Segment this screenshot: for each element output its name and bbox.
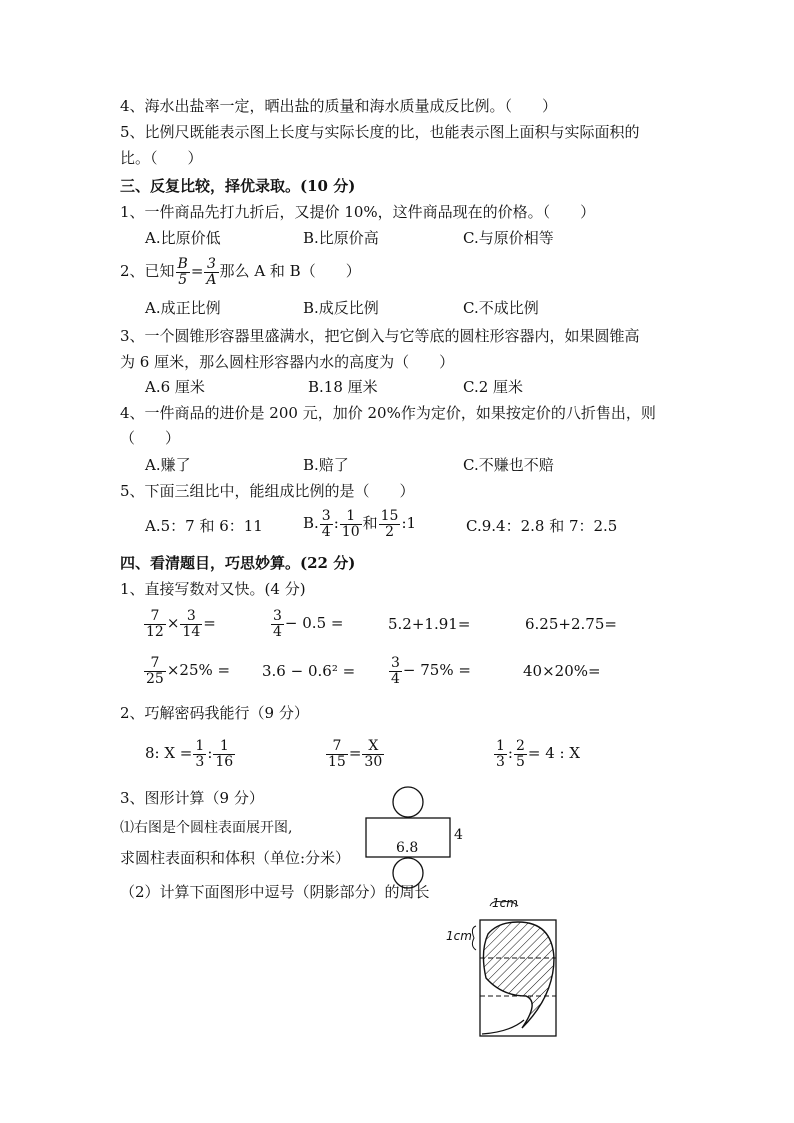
q3-option-b: B.18 厘米: [308, 378, 378, 396]
left-brace: [472, 926, 476, 950]
subsection-2-title: 2、巧解密码我能行（9 分）: [120, 704, 309, 722]
calc-expression-2: $\frac{3}{4}$ − 0.5 =: [273, 607, 344, 640]
section-3-heading: 三、反复比较，择优录取。(10 分): [120, 177, 356, 195]
q2-prefix: 2、已知: [120, 262, 175, 280]
judge-question-5-line2: 比。（ ）: [120, 149, 203, 167]
q3-option-a: A.6 厘米: [145, 378, 205, 396]
q2-option-c: C.不成比例: [463, 299, 539, 317]
calc-expression-1: $\frac{7}{12}$ × $\frac{3}{14}$ =: [146, 607, 216, 640]
calc-expression-3: 5.2+1.91=: [388, 615, 471, 633]
q1-option-a: A.比原价低: [145, 229, 221, 247]
proportion-3: $\frac{1}{3}$ : $\frac{2}{5}$ = 4 : X: [496, 737, 581, 770]
q2-suffix: 那么 A 和 B（ ）: [219, 262, 361, 280]
q4-option-c: C.不赚也不赔: [463, 456, 554, 474]
q5-option-b: B. $\frac{3}{4}$ : $\frac{1}{10}$ 和 $\frac{15}{2}$ :1: [303, 507, 417, 540]
rect-height-label: 4: [454, 827, 463, 843]
comma-figure: [440, 892, 570, 1042]
q1-option-c: C.与原价相等: [463, 229, 554, 247]
cylinder-top-circle: [393, 787, 423, 817]
figure-task-1-line2: 求圆柱表面积和体积（单位:分米）: [120, 849, 351, 867]
q1-option-b: B.比原价高: [303, 229, 379, 247]
choice-question-4-line1: 4、一件商品的进价是 200 元，加价 20%作为定价，如果按定价的八折售出，则: [120, 404, 656, 422]
subsection-1-title: 1、直接写数对又快。(4 分): [120, 580, 306, 598]
figure-task-2: （2）计算下面图形中逗号（阴影部分）的周长: [120, 883, 430, 901]
subsection-3-title: 3、图形计算（9 分）: [120, 789, 264, 807]
calc-expression-4: 6.25+2.75=: [525, 615, 617, 633]
choice-question-3-line2: 为 6 厘米，那么圆柱形容器内水的高度为（ ）: [120, 353, 455, 371]
fraction-3-over-a: $\frac{3}{A}$: [206, 255, 217, 288]
proportion-2: $\frac{7}{15}$ = $\frac{X}{30}$: [328, 737, 383, 770]
choice-question-1: 1、一件商品先打九折后，又提价 10%，这件商品现在的价格。（ ）: [120, 203, 596, 221]
q2-option-b: B.成反比例: [303, 299, 379, 317]
choice-question-2: [120, 254, 361, 288]
q3-option-c: C.2 厘米: [463, 378, 524, 396]
fig-left-label: 1cm: [446, 929, 472, 943]
calc-expression-7: $\frac{3}{4}$ − 75% =: [391, 654, 471, 687]
choice-question-3-line1: 3、一个圆锥形容器里盛满水，把它倒入与它等底的圆柱形容器内，如果圆锥高: [120, 327, 640, 345]
choice-question-5: 5、下面三组比中，能组成比例的是（ ）: [120, 482, 415, 500]
rect-width-label: 6.8: [396, 840, 419, 856]
comma-shaded-region: [483, 922, 554, 1028]
comma-tail-curve: [482, 1020, 524, 1034]
proportion-1: 8: X = $\frac{1}{3}$ : $\frac{1}{16}$: [145, 737, 234, 770]
calc-expression-6: 3.6 − 0.6² =: [262, 662, 356, 680]
fraction-15-over-2: $\frac{15}{2}$: [380, 507, 399, 540]
calc-expression-5: $\frac{7}{25}$ ×25% =: [146, 654, 231, 687]
fraction-3-over-4: $\frac{3}{4}$: [321, 507, 331, 540]
judge-question-4: 4、海水出盐率一定，晒出盐的质量和海水质量成反比例。（ ）: [120, 97, 558, 115]
q5-option-c: C.9.4：2.8 和 7：2.5: [466, 517, 618, 535]
section-4-heading: 四、看清题目，巧思妙算。(22 分): [120, 554, 356, 572]
figure-task-1-line1: ⑴右图是个圆柱表面展开图,: [120, 820, 293, 836]
fraction-1-over-10: $\frac{1}{10}$: [341, 507, 360, 540]
q4-option-b: B.赔了: [303, 456, 349, 474]
choice-question-4-line2: （ ）: [120, 429, 181, 447]
q5-option-a: A.5：7 和 6：11: [145, 517, 263, 535]
fig-top-label: 1cm: [492, 896, 518, 910]
fraction-b-over-5: $\frac{B}{5}$: [177, 255, 188, 288]
calc-expression-8: 40×20%=: [523, 662, 601, 680]
equals-sign: =: [190, 262, 204, 280]
q2-option-a: A.成正比例: [145, 299, 221, 317]
q4-option-a: A.赚了: [145, 456, 191, 474]
judge-question-5-line1: 5、比例尺既能表示图上长度与实际长度的比，也能表示图上面积与实际面积的: [120, 123, 640, 141]
